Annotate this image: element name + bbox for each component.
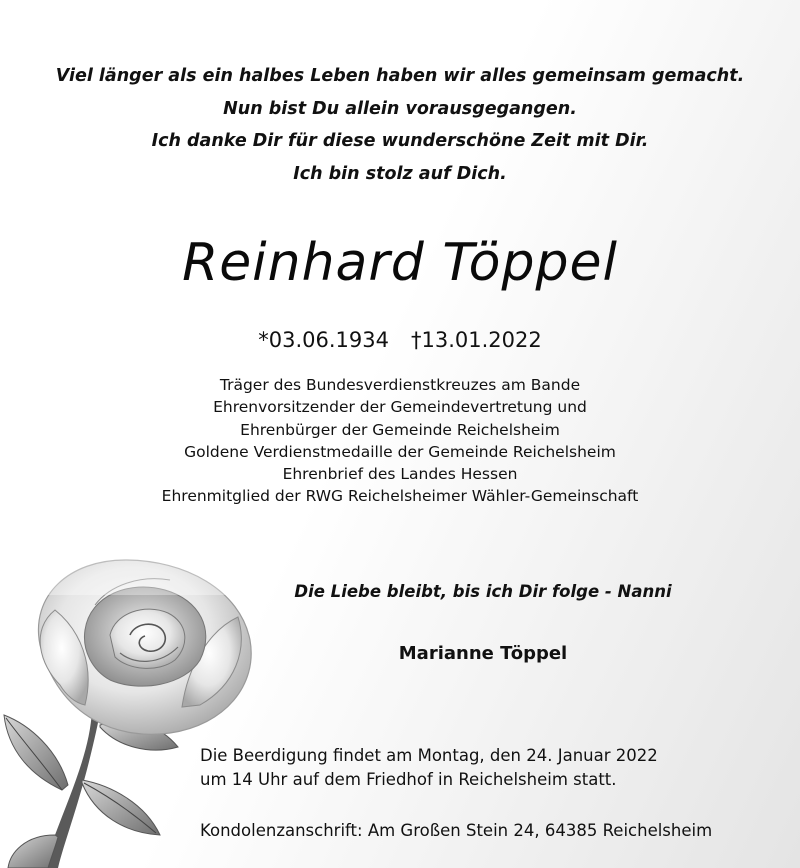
honor-item: Goldene Verdienstmedaille der Gemeinde Reichelsheim xyxy=(184,442,616,461)
closing-quote: Die Liebe bleibt, bis ich Dir folge - Nanni xyxy=(294,582,672,601)
funeral-info xyxy=(200,744,780,792)
death-date: †13.01.2022 xyxy=(411,328,542,352)
honor-item: Ehrenmitglied der RWG Reichelsheimer Wähler-Gemeinschaft xyxy=(161,487,639,506)
verse-line: Nun bist Du allein vorausgegangen. xyxy=(223,98,577,119)
honor-item: Ehrenbrief des Landes Hessen xyxy=(282,465,518,484)
funeral-line: Die Beerdigung findet am Montag, den 24. Januar 2022 xyxy=(200,746,658,765)
life-dates xyxy=(0,325,800,355)
funeral-line: um 14 Uhr auf dem Friedhof in Reichelsheim statt. xyxy=(200,770,617,789)
verse-line: Ich danke Dir für diese wunderschöne Zeit mit Dir. xyxy=(151,131,649,151)
birth-date: *03.06.1934 xyxy=(258,328,389,352)
honors-list xyxy=(0,374,800,508)
honor-item: Träger des Bundesverdienstkreuzes am Bande xyxy=(219,376,581,394)
deceased-name: Reinhard Töppel xyxy=(182,233,618,293)
honor-item: Ehrenbürger der Gemeinde Reichelsheim xyxy=(240,420,560,439)
mourner-name: Marianne Töppel xyxy=(398,643,568,664)
verse-line: Ich bin stolz auf Dich. xyxy=(293,163,507,184)
condolence-address: Kondolenzanschrift: Am Großen Stein 24, 64385 Reichelsheim xyxy=(200,821,713,840)
verse-line: Viel länger als ein halbes Leben haben wir alles gemeinsam gemacht. xyxy=(55,66,745,86)
honor-item: Ehrenvorsitzender der Gemeindevertretung und xyxy=(213,398,587,417)
verse xyxy=(0,60,800,190)
